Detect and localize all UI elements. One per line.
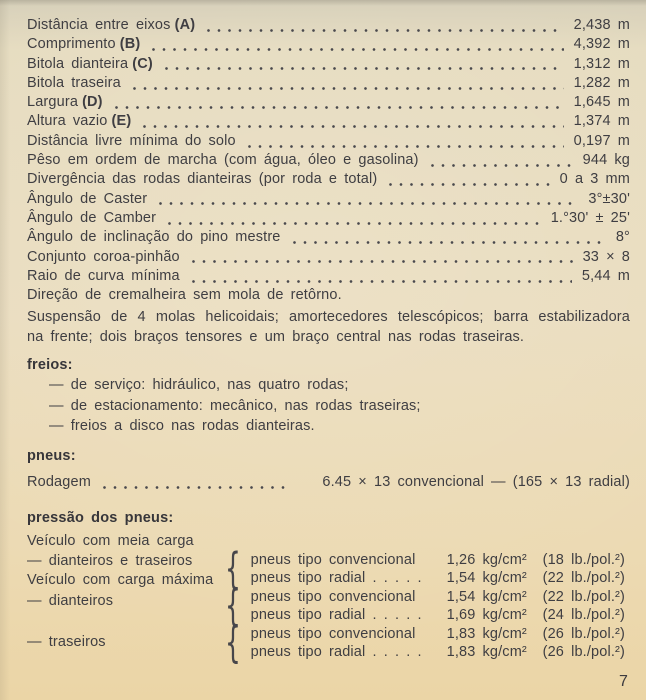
tire-row bbox=[251, 606, 630, 625]
spec-row bbox=[27, 248, 630, 267]
pressure-lb: (22 lb./pol.²) bbox=[542, 570, 625, 587]
spec-row bbox=[27, 151, 630, 170]
spec-value: 0 a 3 mm bbox=[559, 171, 630, 188]
spec-label: Altura vazio bbox=[27, 113, 108, 130]
pressure-kg: 1,69 kg/cm² bbox=[446, 607, 527, 624]
spec-label: Pêso em ordem de marcha (com água, óleo e gasolina) bbox=[27, 152, 419, 169]
load-label: Veículo com meia carga bbox=[27, 533, 194, 550]
spec-key: (B) bbox=[119, 36, 141, 53]
spec-value: 1,374 m bbox=[573, 113, 630, 130]
pressure-kg: 1,54 kg/cm² bbox=[446, 570, 527, 587]
spec-row bbox=[27, 112, 630, 131]
spec-value: 1,312 m bbox=[573, 55, 630, 72]
tire-row bbox=[251, 643, 630, 662]
load-label: — traseiros bbox=[27, 634, 106, 651]
spec-value: 3°±30' bbox=[588, 190, 630, 207]
pressure-kg: 1,83 kg/cm² bbox=[446, 644, 527, 661]
dotted-leader bbox=[103, 93, 574, 112]
spec-label: Conjunto coroa-pinhão bbox=[27, 248, 180, 265]
spec-row bbox=[27, 267, 630, 286]
spec-label: Divergência das rodas dianteiras (por roda e total) bbox=[27, 171, 378, 188]
tire-type: pneus tipo radial . . . . . bbox=[250, 644, 422, 661]
tire-row bbox=[251, 551, 630, 570]
suspension-note-line1: Suspensão de 4 molas helicoidais; amortecedores telescópicos; barra estabilizadora bbox=[27, 308, 630, 325]
tire-type: pneus tipo convencional bbox=[250, 588, 416, 605]
tire-type: pneus tipo convencional bbox=[250, 551, 416, 568]
tire-row bbox=[251, 588, 630, 607]
spec-key: (E) bbox=[111, 113, 132, 130]
brake-item: — de serviço: hidráulico, nas quatro rodas; bbox=[49, 377, 349, 394]
dotted-leader bbox=[131, 112, 573, 131]
spec-label: Ângulo de inclinação do pino mestre bbox=[27, 229, 281, 246]
pressure-kg: 1,26 kg/cm² bbox=[446, 551, 527, 568]
spec-label: Distância livre mínima do solo bbox=[27, 132, 236, 149]
steering-note: Direção de cremalheira sem mola de retôrno. bbox=[27, 287, 342, 304]
load-label: Veículo com carga máxima bbox=[27, 572, 214, 589]
rodagem-label: Rodagem bbox=[27, 474, 91, 491]
dotted-leader bbox=[180, 267, 582, 286]
load-label: — dianteiros e traseiros bbox=[27, 553, 193, 570]
spec-value: 5,44 m bbox=[581, 267, 630, 284]
brace-icon: { bbox=[225, 544, 241, 594]
spec-value: 2,438 m bbox=[573, 17, 630, 33]
tire-type: pneus tipo convencional bbox=[250, 625, 416, 642]
spec-row bbox=[27, 93, 630, 112]
tire-type: pneus tipo radial . . . . . bbox=[250, 607, 422, 624]
tire-type: pneus tipo radial . . . . . bbox=[250, 570, 422, 587]
pressure-lb: (22 lb./pol.²) bbox=[542, 588, 625, 605]
dotted-leader bbox=[147, 190, 588, 209]
tire-row bbox=[251, 625, 630, 644]
brake-item: — freios a disco nas rodas dianteiras. bbox=[49, 417, 315, 434]
tire-pressure-heading: pressão dos pneus: bbox=[27, 510, 174, 527]
spec-value: 1,645 m bbox=[573, 94, 630, 111]
spec-value: 33 × 8 bbox=[582, 248, 630, 265]
spec-label: Ângulo de Camber bbox=[27, 209, 157, 226]
spec-row bbox=[27, 55, 630, 74]
spec-row bbox=[27, 190, 630, 209]
spec-key: (C) bbox=[132, 55, 153, 72]
spec-label: Largura bbox=[27, 94, 79, 111]
suspension-note bbox=[27, 307, 630, 348]
tire-pressure-table bbox=[27, 533, 630, 669]
dotted-leader bbox=[153, 55, 574, 74]
brake-item: — de estacionamento: mecânico, nas rodas traseiras; bbox=[49, 397, 421, 414]
tire-group bbox=[225, 581, 630, 631]
brace-icon: { bbox=[225, 618, 241, 668]
spec-value: 0,197 m bbox=[573, 132, 630, 149]
spec-row bbox=[27, 170, 630, 189]
page-number: 7 bbox=[618, 673, 628, 690]
spec-label: Bitola dianteira bbox=[27, 55, 129, 72]
spec-value: 1,282 m bbox=[573, 74, 630, 91]
spec-label: Ângulo de Caster bbox=[27, 190, 148, 207]
spec-key: (D) bbox=[82, 94, 103, 111]
spec-row bbox=[27, 35, 630, 54]
brace-icon: { bbox=[225, 581, 241, 631]
spec-key: (A) bbox=[174, 17, 196, 33]
spec-row bbox=[27, 132, 630, 151]
spec-value: 1.°30' ± 25' bbox=[550, 209, 630, 226]
spec-row bbox=[27, 16, 630, 35]
spec-label: Raio de curva mínima bbox=[27, 267, 180, 284]
spec-label: Distância entre eixos bbox=[27, 17, 171, 33]
dotted-leader bbox=[180, 248, 583, 267]
pressure-kg: 1,54 kg/cm² bbox=[446, 588, 527, 605]
dotted-leader bbox=[195, 16, 573, 35]
brakes-heading: freios: bbox=[27, 357, 73, 374]
spec-row bbox=[27, 74, 630, 93]
spec-value: 4,392 m bbox=[573, 36, 630, 53]
spec-label: Comprimento bbox=[27, 36, 116, 53]
dotted-leader bbox=[236, 132, 574, 151]
dotted-leader bbox=[156, 209, 551, 228]
pressure-lb: (26 lb./pol.²) bbox=[542, 625, 625, 642]
load-label: — dianteiros bbox=[27, 593, 114, 610]
spec-value: 944 kg bbox=[582, 152, 630, 169]
pressure-lb: (24 lb./pol.²) bbox=[542, 607, 625, 624]
tire-group bbox=[225, 618, 630, 668]
pressure-lb: (26 lb./pol.²) bbox=[542, 644, 625, 661]
dotted-leader bbox=[377, 170, 559, 189]
spec-value: 8° bbox=[615, 229, 630, 246]
dotted-leader bbox=[140, 35, 573, 54]
suspension-note-line2: na frente; dois braços tensores e um braço central nas rodas traseiras. bbox=[27, 328, 525, 345]
tire-row bbox=[251, 569, 630, 588]
dotted-leader bbox=[121, 74, 574, 93]
dotted-leader bbox=[419, 151, 583, 170]
rodagem-row bbox=[27, 473, 630, 492]
tire-groups bbox=[225, 533, 630, 668]
spec-row bbox=[27, 209, 630, 228]
spec-row bbox=[27, 228, 630, 247]
rodagem-value: 6.45 × 13 convencional — (165 × 13 radial) bbox=[322, 474, 630, 491]
spec-label: Bitola traseira bbox=[27, 74, 121, 91]
tires-heading: pneus: bbox=[27, 448, 76, 465]
pressure-lb: (18 lb./pol.²) bbox=[542, 551, 625, 568]
tire-group bbox=[225, 544, 630, 594]
dotted-leader bbox=[281, 228, 616, 247]
dotted-leader bbox=[91, 473, 299, 492]
pressure-kg: 1,83 kg/cm² bbox=[446, 625, 527, 642]
